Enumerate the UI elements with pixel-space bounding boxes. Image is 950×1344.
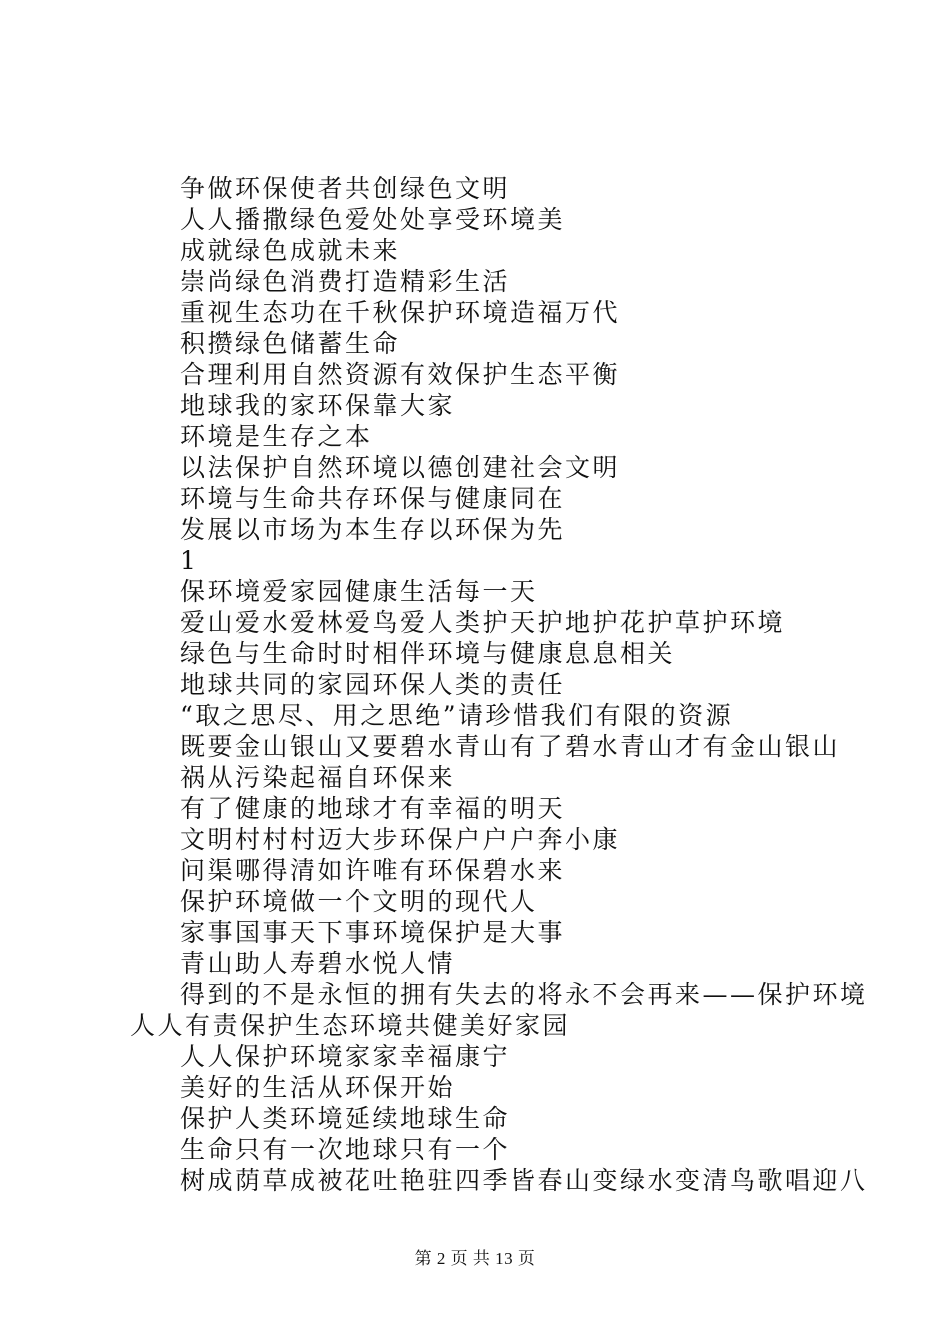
text-line-continuation: 人人有责保护生态环境共健美好家园 xyxy=(130,1011,571,1040)
text-line: 树成荫草成被花吐艳驻四季皆春山变绿水变清鸟歌唱迎八 xyxy=(180,1166,868,1195)
text-line: 合理利用自然资源有效保护生态平衡 xyxy=(180,360,621,389)
text-line: 环境是生存之本 xyxy=(180,422,373,451)
text-line: 有了健康的地球才有幸福的明天 xyxy=(180,794,566,823)
page-footer xyxy=(0,1244,950,1269)
text-body xyxy=(130,173,890,1196)
text-line: 人人保护环境家家幸福康宁 xyxy=(180,1042,511,1071)
text-line: 环境与生命共存环保与健康同在 xyxy=(180,484,566,513)
text-line: 人人播撒绿色爱处处享受环境美 xyxy=(180,205,566,234)
text-line: 生命只有一次地球只有一个 xyxy=(180,1135,511,1164)
text-line: 青山助人寿碧水悦人情 xyxy=(180,949,456,978)
text-line: 祸从污染起福自环保来 xyxy=(180,763,456,792)
text-line: 保护环境做一个文明的现代人 xyxy=(180,887,538,916)
text-line: 得到的不是永恒的拥有失去的将永不会再来——保护环境 xyxy=(180,980,868,1009)
text-line: 争做环保使者共创绿色文明 xyxy=(180,174,511,203)
text-line: 成就绿色成就未来 xyxy=(180,236,401,265)
text-line: 地球我的家环保靠大家 xyxy=(180,391,456,420)
list-number: 1 xyxy=(180,546,199,575)
text-line: 以法保护自然环境以德创建社会文明 xyxy=(180,453,621,482)
text-line: 家事国事天下事环境保护是大事 xyxy=(180,918,566,947)
text-line: 保环境爱家园健康生活每一天 xyxy=(180,577,538,606)
text-line: 发展以市场为本生存以环保为先 xyxy=(180,515,566,544)
text-line: 绿色与生命时时相伴环境与健康息息相关 xyxy=(180,639,676,668)
text-line: 爱山爱水爱林爱鸟爱人类护天护地护花护草护环境 xyxy=(180,608,786,637)
page-number-label: 第 2 页 共 13 页 xyxy=(414,1249,536,1268)
text-line: 既要金山银山又要碧水青山有了碧水青山才有金山银山 xyxy=(180,732,841,761)
text-line: “取之思尽、用之思绝”请珍惜我们有限的资源 xyxy=(180,701,734,730)
text-line: 问渠哪得清如许唯有环保碧水来 xyxy=(180,856,566,885)
text-line: 保护人类环境延续地球生命 xyxy=(180,1104,511,1133)
text-line: 美好的生活从环保开始 xyxy=(180,1073,456,1102)
text-line: 崇尚绿色消费打造精彩生活 xyxy=(180,267,511,296)
text-line: 文明村村村迈大步环保户户户奔小康 xyxy=(180,825,621,854)
text-line: 地球共同的家园环保人类的责任 xyxy=(180,670,566,699)
text-line: 积攒绿色储蓄生命 xyxy=(180,329,401,358)
text-line: 重视生态功在千秋保护环境造福万代 xyxy=(180,298,621,327)
